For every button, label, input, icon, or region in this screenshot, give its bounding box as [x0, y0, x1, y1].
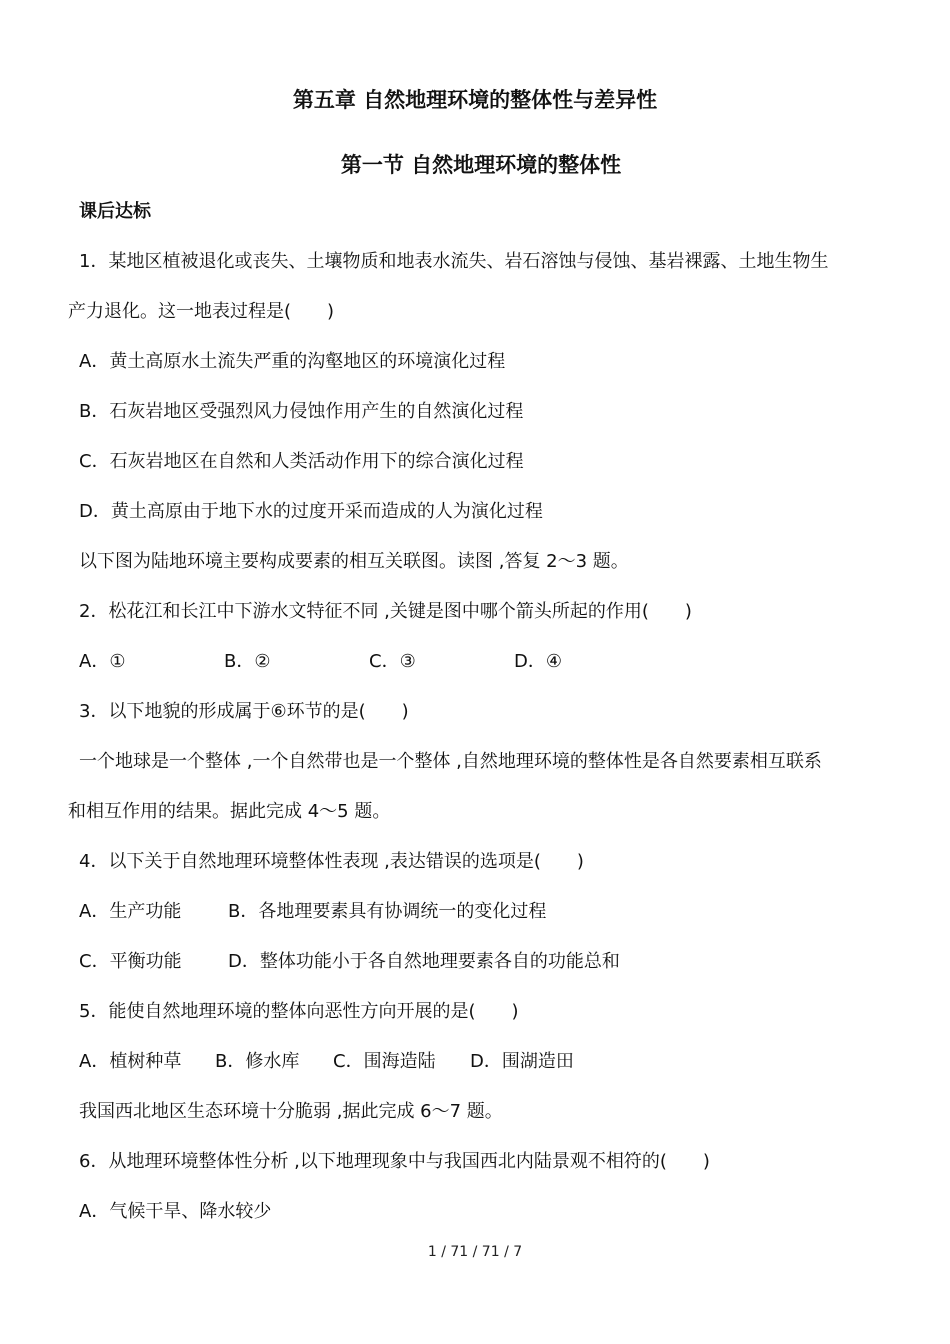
question-5-stem: 5．能使自然地理环境的整体向恶性方向开展的是( )	[79, 1001, 519, 1022]
question-1-line-2: 产力退化。这一地表过程是( )	[68, 301, 335, 322]
intro-questions-4-5-line-1: 一个地球是一个整体 ,一个自然带也是一个整体 ,自然地理环境的整体性是各自然要素相互联系	[79, 751, 822, 772]
page-number: 1 / 71 / 71 / 7	[427, 1244, 523, 1260]
question-2-option-c: C．③	[369, 651, 416, 672]
question-4-options-row-1	[0, 900, 950, 924]
question-2-option-d: D．④	[514, 651, 562, 672]
question-5-options	[0, 1050, 950, 1074]
question-5-option-a: A．植树种草	[79, 1051, 182, 1072]
question-1-option-d: D．黄土高原由于地下水的过度开采而造成的人为演化过程	[79, 501, 543, 522]
question-1-option-c: C．石灰岩地区在自然和人类活动作用下的综合演化过程	[79, 451, 524, 472]
chapter-title: 第五章 自然地理环境的整体性与差异性	[292, 88, 658, 112]
question-4-option-a: A．生产功能	[79, 901, 182, 922]
question-1-option-b: B．石灰岩地区受强烈风力侵蚀作用产生的自然演化过程	[79, 401, 524, 422]
intro-questions-2-3: 以下图为陆地环境主要构成要素的相互关联图。读图 ,答复 2～3 题。	[79, 551, 629, 572]
intro-questions-4-5-line-2: 和相互作用的结果。据此完成 4～5 题。	[68, 801, 391, 822]
question-2-options	[0, 650, 950, 674]
question-6-option-a: A．气候干旱、降水较少	[79, 1201, 272, 1222]
intro-questions-6-7: 我国西北地区生态环境十分脆弱 ,据此完成 6～7 题。	[79, 1101, 503, 1122]
section-title: 第一节 自然地理环境的整体性	[340, 153, 622, 177]
question-4-option-b: B．各地理要素具有协调统一的变化过程	[228, 901, 547, 922]
question-5-option-b: B．修水库	[215, 1051, 300, 1072]
question-3-stem: 3．以下地貌的形成属于⑥环节的是( )	[79, 701, 409, 722]
question-5-option-d: D．围湖造田	[470, 1051, 574, 1072]
question-2-stem: 2．松花江和长江中下游水文特征不同 ,关键是图中哪个箭头所起的作用( )	[79, 601, 692, 622]
question-6-stem: 6．从地理环境整体性分析 ,以下地理现象中与我国西北内陆景观不相符的( )	[79, 1151, 710, 1172]
question-4-options-row-2	[0, 950, 950, 974]
question-4-stem: 4．以下关于自然地理环境整体性表现 ,表达错误的选项是( )	[79, 851, 584, 872]
question-4-option-d: D．整体功能小于各自然地理要素各自的功能总和	[228, 951, 620, 972]
question-4-option-c: C．平衡功能	[79, 951, 182, 972]
question-2-option-a: A．①	[79, 651, 126, 672]
question-1-line-1: 1．某地区植被退化或丧失、土壤物质和地表水流失、岩石溶蚀与侵蚀、基岩裸露、土地生物生	[79, 251, 829, 272]
homework-heading: 课后达标	[79, 201, 151, 222]
question-5-option-c: C．围海造陆	[333, 1051, 436, 1072]
question-1-option-a: A．黄土高原水土流失严重的沟壑地区的环境演化过程	[79, 351, 506, 372]
question-2-option-b: B．②	[224, 651, 271, 672]
